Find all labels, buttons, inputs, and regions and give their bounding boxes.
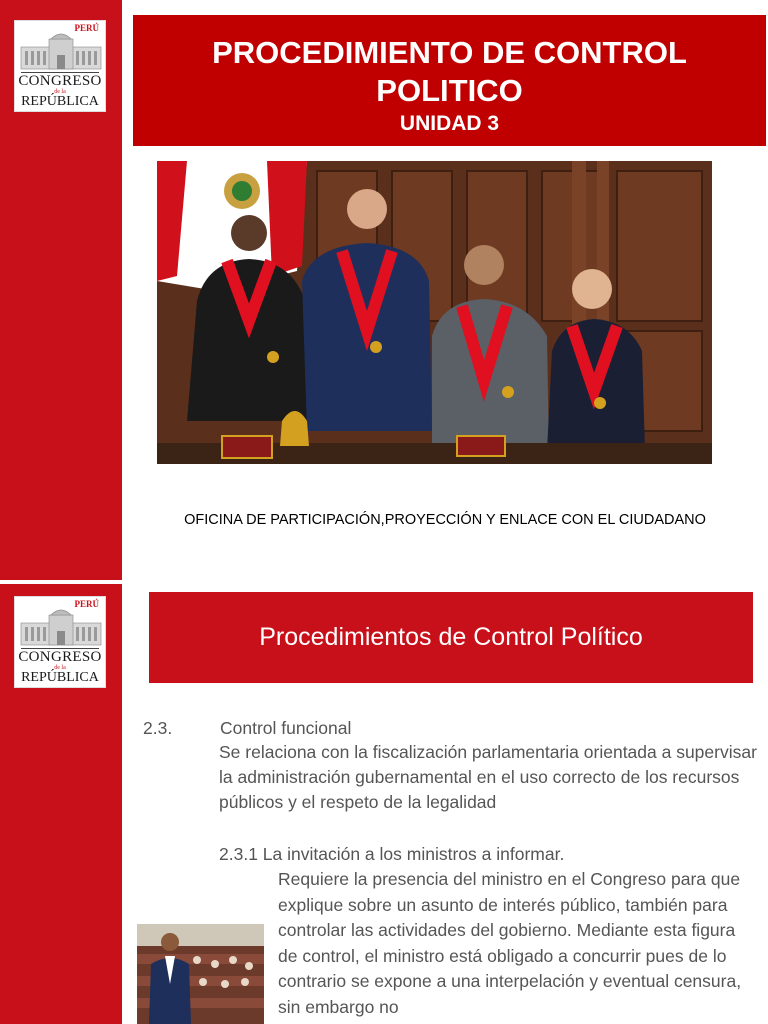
congress-officials-photo [157,161,712,464]
section-text: Se relaciona con la fiscalización parlamentaria orientada a supervisar la administración gubernamental en el uso correcto de los recursos públicos y el respeto de la legalidad [219,742,757,812]
section-number: 2.3. [143,718,173,738]
title-line-1: PROCEDIMIENTO DE CONTROL [212,35,687,70]
title-line-2: POLITICO [376,73,523,108]
logo-peru-text: PERÚ [74,599,99,609]
unit-label: UNIDAD 3 [399,112,500,135]
logo-dela-text: de la [54,89,66,95]
office-name: OFICINA DE PARTICIPACIÓN,PROYECCIÓN Y ENLACE CON EL CIUDADANO [184,512,706,528]
subsection-text: Requiere la presencia del ministro en el Congreso para que explique sobre un asunto de interés público, también para controlar las actividades del gobierno. Mediante esta figura de control, el ministro está obligado a concurrir pues de lo contrario se expone a una interpelación y eventual censura, sin embargo no [278,869,742,1017]
logo-congreso-text: CONGRESO [18,649,102,665]
logo-congreso-text: CONGRESO [18,73,102,89]
logo-dela-text: de la [54,665,66,671]
minister-photo [137,924,264,1024]
congress-building-icon [19,31,103,71]
logo-republica-text: REPÚBLICA [21,94,99,109]
section-heading: Procedimientos de Control Político [149,592,753,683]
subsection-title: 2.3.1 La invitación a los ministros a informar. [219,844,565,864]
slide-2 [0,584,768,1024]
logo-republica-text: REPÚBLICA [21,670,99,685]
congress-logo [14,20,106,112]
title-banner [133,15,766,146]
section-title: Control funcional [220,718,352,738]
slide-body [0,584,768,1024]
logo-peru-text: PERÚ [74,23,99,33]
